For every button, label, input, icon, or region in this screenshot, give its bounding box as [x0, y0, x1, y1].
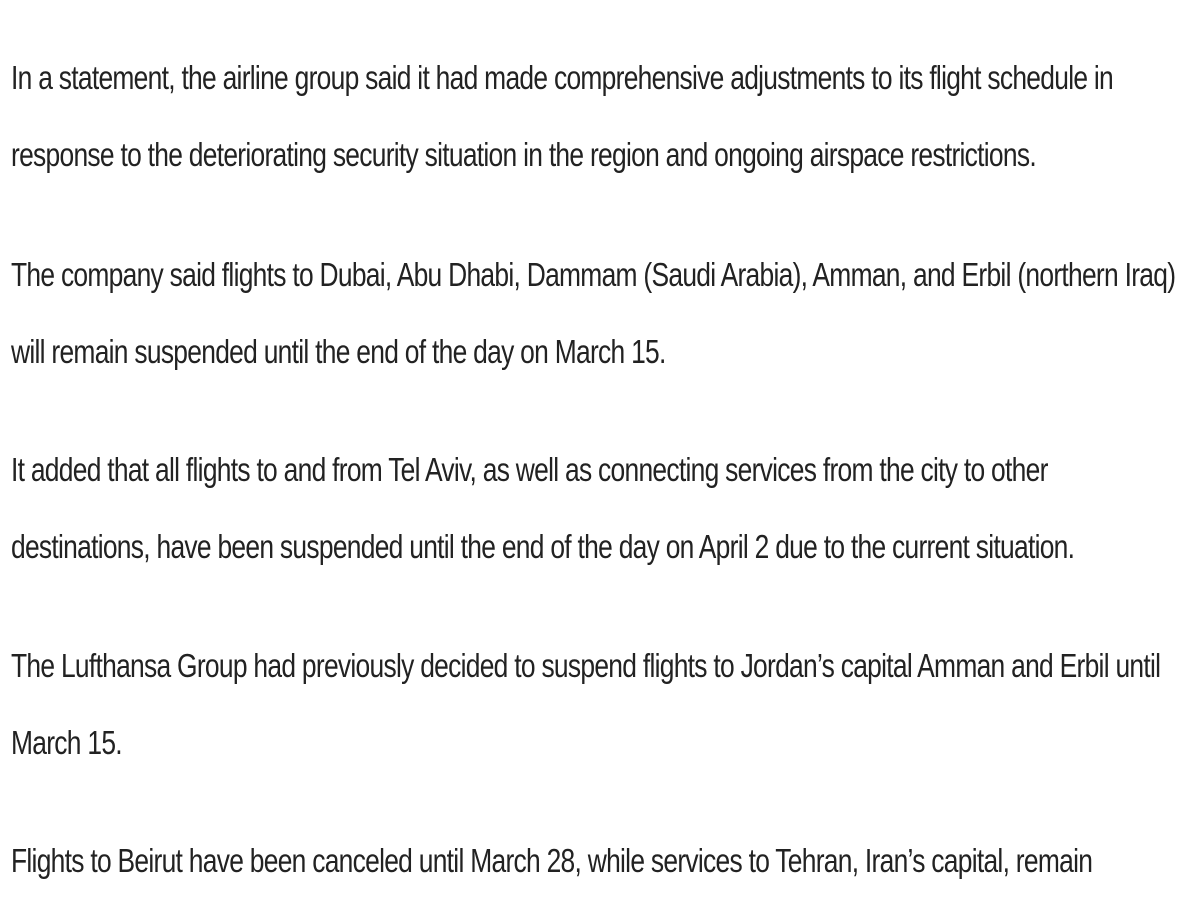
paragraph-line: will remain suspended until the end of the day on March 15. [11, 333, 666, 370]
paragraph-suspended-destinations [11, 236, 1176, 390]
paragraph-previous-decision [11, 627, 1161, 781]
paragraph-line: The Lufthansa Group had previously decided to suspend flights to Jordan’s capital Amman and Erbil until [11, 647, 1161, 684]
paragraph-line: The company said flights to Dubai, Abu Dhabi, Dammam (Saudi Arabia), Amman, and Erbil (northern Iraq) [11, 256, 1176, 293]
paragraph-line: It added that all flights to and from Tel Aviv, as well as connecting services from the city to other [11, 451, 1048, 488]
paragraph-line: In a statement, the airline group said it had made comprehensive adjustments to its flight schedule in [11, 59, 1114, 96]
paragraph-line: response to the deteriorating security situation in the region and ongoing airspace restrictions. [11, 136, 1036, 173]
paragraph-line: March 15. [11, 724, 122, 761]
paragraph-tel-aviv [11, 431, 1075, 585]
paragraph-line: Flights to Beirut have been canceled until March 28, while services to Tehran, Iran’s capital, remain [11, 842, 1093, 879]
paragraph-line: destinations, have been suspended until the end of the day on April 2 due to the current situation. [11, 528, 1075, 565]
paragraph-beirut-tehran [11, 822, 1093, 899]
paragraph-statement [11, 39, 1114, 193]
